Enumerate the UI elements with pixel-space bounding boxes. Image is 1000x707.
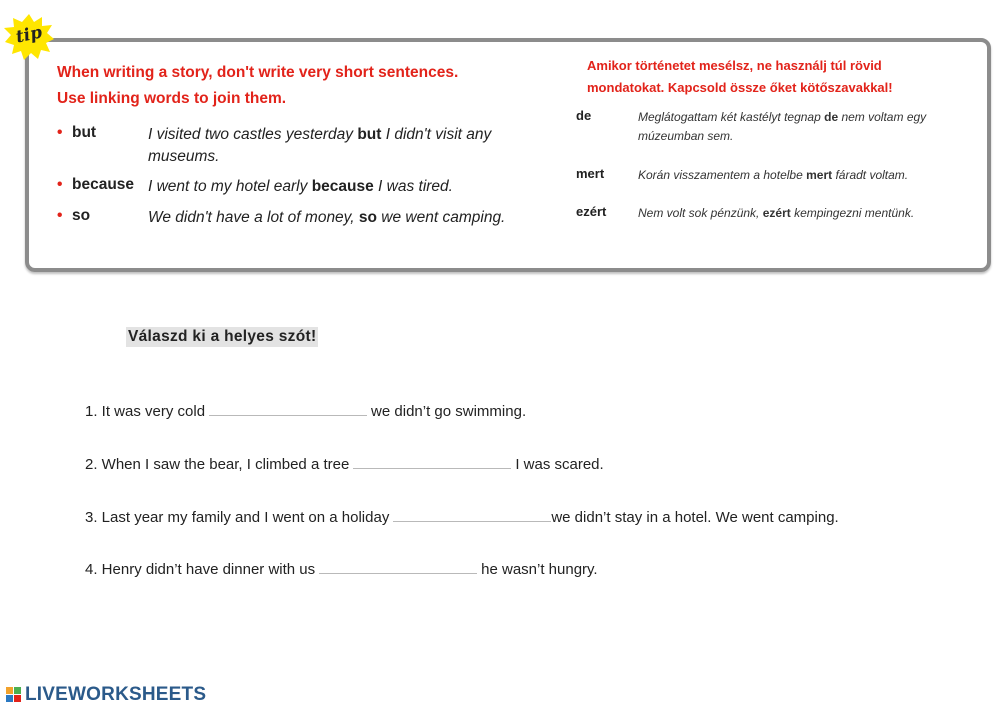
question-3 — [85, 507, 839, 526]
hungarian-linking-word: de — [576, 108, 592, 123]
hungarian-linking-word: mert — [576, 166, 605, 181]
answer-blank-3[interactable] — [393, 507, 551, 522]
question-text-before: 1. It was very cold — [85, 403, 206, 420]
question-text-after: we didn’t go swimming. — [371, 403, 527, 420]
linking-word: because — [72, 176, 135, 193]
liveworksheets-logo-icon — [6, 685, 24, 703]
question-text-after: we didn’t stay in a hotel. We went camping. — [551, 509, 839, 526]
question-2 — [85, 454, 604, 473]
bullet: • — [57, 207, 63, 224]
hungarian-example: Meglátogattam két kastélyt tegnap de nem voltam egy múzeumban sem. — [638, 110, 927, 143]
answer-blank-4[interactable] — [319, 559, 477, 574]
hungarian-heading — [587, 55, 967, 99]
question-text-after: I was scared. — [515, 456, 604, 473]
answer-blank-1[interactable] — [209, 401, 367, 416]
linking-word: but — [72, 124, 97, 141]
tip-badge-label: tip — [14, 22, 44, 48]
hungarian-heading-line: mondatokat. Kapcsold össze őket kötőszavakkal! — [587, 80, 893, 95]
example-sentence: We didn't have a lot of money, so we went camping. — [148, 209, 506, 226]
question-text-after: he wasn’t hungry. — [481, 561, 598, 578]
example-sentence: I went to my hotel early because I was tired. — [148, 178, 453, 195]
hungarian-heading-line: Amikor történetet mesélsz, ne használj túl rövid — [587, 58, 882, 73]
question-4 — [85, 559, 598, 578]
english-heading-line: When writing a story, don't write very short sentences. — [57, 64, 459, 81]
question-text-before: 2. When I saw the bear, I climbed a tree — [85, 456, 350, 473]
linking-word: so — [72, 207, 91, 224]
english-heading-line: Use linking words to join them. — [57, 90, 287, 107]
answer-blank-2[interactable] — [353, 454, 511, 469]
hungarian-linking-word: ezért — [576, 204, 607, 219]
question-text-before: 4. Henry didn’t have dinner with us — [85, 561, 316, 578]
exercise-instruction: Válaszd ki a helyes szót! — [128, 328, 317, 345]
question-1 — [85, 401, 526, 420]
bullet: • — [57, 124, 63, 141]
hungarian-example: Korán visszamentem a hotelbe mert fáradt voltam. — [638, 168, 909, 182]
hungarian-example: Nem volt sok pénzünk, ezért kempingezni mentünk. — [638, 206, 915, 220]
example-sentence: I visited two castles yesterday but I didn't visit any museums. — [148, 126, 492, 165]
bullet: • — [57, 176, 63, 193]
english-heading — [57, 60, 537, 112]
question-text-before: 3. Last year my family and I went on a holiday — [85, 509, 390, 526]
liveworksheets-logo-text: LIVEWORKSHEETS — [25, 684, 207, 705]
tip-badge — [4, 14, 54, 60]
